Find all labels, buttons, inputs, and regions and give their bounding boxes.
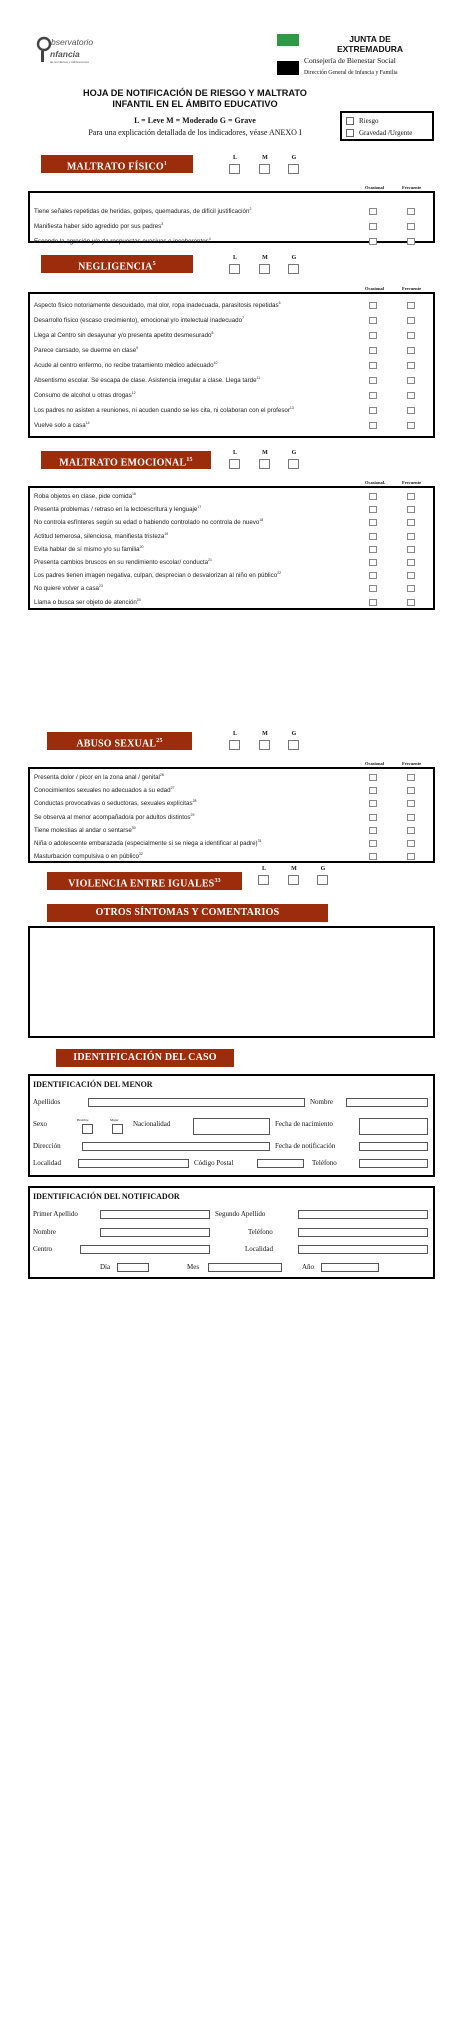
indicator-text: Tiene molestias al andar o sentarse: [34, 826, 132, 834]
ocasional-checkbox[interactable]: [369, 546, 377, 553]
indicator-item: [34, 331, 213, 339]
lmg-m-checkbox[interactable]: [259, 164, 270, 174]
indicator-footnote: 12: [131, 391, 136, 395]
telefono-label: Teléfono: [248, 1228, 273, 1236]
nombre-field[interactable]: [100, 1228, 210, 1237]
notificador-form: [28, 1186, 435, 1279]
codigo-postal-field[interactable]: [257, 1159, 304, 1168]
frecuente-checkbox[interactable]: [407, 774, 415, 781]
logo-line1: bservatorio: [51, 37, 94, 47]
severity-legend: L = Leve M = Moderado G = Grave: [134, 116, 256, 125]
indicator-text: Masturbación compulsiva o en público: [34, 853, 139, 861]
emocional-items-box: [28, 486, 435, 610]
col-ocasional: Ocasional.: [365, 480, 386, 485]
ocasional-checkbox[interactable]: [369, 407, 377, 414]
indicator-footnote: 7: [242, 316, 245, 320]
lmg-g-label: G: [291, 155, 297, 161]
fecha-nacimiento-label: Fecha de nacimiento: [275, 1120, 333, 1128]
indicator-text: Se observa al menor acompañado/a por adultos distintos: [34, 813, 191, 821]
indicator-item: [34, 532, 168, 540]
frecuente-checkbox[interactable]: [407, 800, 415, 807]
title-line2: INFANTIL EN EL ÁMBITO EDUCATIVO: [112, 99, 278, 109]
indicator-item: [34, 558, 212, 566]
frecuente-checkbox[interactable]: [407, 238, 415, 245]
indicator-text: Parece cansado, se duerme en clase: [34, 347, 137, 355]
indicator-text: Evita hablar de sí mismo y/o su familia: [34, 545, 140, 553]
direccion-text: Dirección General de Infancia y Familia: [304, 70, 398, 76]
telefono-field[interactable]: [359, 1159, 428, 1168]
indicator-footnote: 11: [256, 376, 261, 380]
col-frecuente: Frecuente: [402, 185, 422, 190]
indicator-footnote: 16: [132, 492, 136, 496]
nacionalidad-field[interactable]: [193, 1118, 270, 1135]
lmg-g-label: G: [291, 255, 297, 261]
frecuente-checkbox[interactable]: [407, 559, 415, 566]
indicator-footnote: 4: [208, 237, 211, 241]
ocasional-checkbox[interactable]: [369, 208, 377, 215]
ocasional-checkbox[interactable]: [369, 853, 377, 860]
indicator-item: [34, 786, 174, 794]
menor-heading: IDENTIFICACIÓN DEL MENOR: [33, 1080, 153, 1089]
risk-option[interactable]: [346, 115, 428, 127]
indicator-item: [34, 361, 217, 369]
fecha-notificacion-field[interactable]: [359, 1142, 428, 1151]
lmg-violencia: [258, 866, 338, 890]
indicator-footnote: 2: [249, 207, 252, 211]
frecuente-checkbox[interactable]: [407, 840, 415, 847]
indicator-footnote: 24: [136, 597, 141, 602]
col-ocasional: Ocasional: [365, 185, 385, 190]
section-emocional-title: MALTRATO EMOCIONAL: [59, 457, 187, 469]
nombre-label: Nombre: [310, 1098, 333, 1106]
lmg-l-label: L: [232, 450, 237, 456]
junta-line1: JUNTA DE: [349, 34, 391, 44]
primer-apellido-field[interactable]: [100, 1210, 210, 1219]
section-otros-title: OTROS SÍNTOMAS Y COMENTARIOS: [95, 907, 280, 918]
indicator-item: [34, 852, 143, 860]
indicator-text: Consumo de alcohol u otras drogas: [34, 392, 132, 400]
frecuente-checkbox[interactable]: [407, 208, 415, 215]
frecuente-checkbox[interactable]: [407, 377, 415, 384]
lmg-sexual: [229, 731, 309, 755]
title-line1: HOJA DE NOTIFICACIÓN DE RIESGO Y MALTRATO: [83, 88, 307, 98]
section-sexual-sup: 25: [156, 738, 163, 744]
annex-note: Para una explicación detallada de los indicadores, véase ANEXO I: [88, 128, 302, 137]
lmg-l-label: L: [261, 866, 266, 872]
col-ocasional: Ocasional: [365, 286, 385, 291]
observatorio-logo: [36, 36, 116, 66]
junta-line2: EXTREMADURA: [336, 44, 404, 54]
indicator-text: Acude al centro enfermo, no recibe tratamiento médico adecuado: [34, 362, 214, 370]
indicator-text: Aspecto físico notoriamente descuidado, mal olor, ropa inadecuada, parasitosis repetidas: [34, 302, 279, 310]
section-otros-banner: [47, 904, 328, 922]
lmg-l-checkbox[interactable]: [258, 875, 269, 885]
lmg-m-checkbox[interactable]: [288, 875, 299, 885]
codigo-postal-label: Código Postal: [194, 1159, 234, 1167]
sexo-label: Sexo: [33, 1120, 47, 1128]
lmg-g-label: G: [291, 450, 297, 456]
indicator-text: Llega al Centro sin desayunar y/o presenta apetito desmesurado: [34, 332, 212, 340]
indicator-text: Presenta problemas / retraso en la lectoescritura y lenguaje: [34, 506, 198, 514]
section-identificacion-title: IDENTIFICACIÓN DEL CASO: [73, 1052, 217, 1063]
indicator-item: [34, 584, 103, 592]
indicator-footnote: 18: [259, 518, 264, 523]
ocasional-checkbox[interactable]: [369, 572, 377, 579]
indicator-item: [34, 545, 143, 553]
frecuente-checkbox[interactable]: [407, 853, 415, 860]
section-violencia-title: VIOLENCIA ENTRE IGUALES: [68, 878, 215, 890]
frecuente-checkbox[interactable]: [407, 519, 415, 526]
segundo-apellido-field[interactable]: [298, 1210, 428, 1219]
frecuente-checkbox[interactable]: [407, 533, 415, 540]
direccion-field[interactable]: [82, 1142, 270, 1151]
indicator-item: [34, 376, 260, 384]
indicator-text: Manifiesta haber sido agredido por sus padres: [34, 223, 162, 231]
section-identificacion-banner: [56, 1049, 234, 1067]
risk-box: [340, 111, 434, 141]
lmg-g-checkbox[interactable]: [288, 459, 299, 469]
lmg-fisico: [229, 155, 309, 179]
frecuente-checkbox[interactable]: [407, 347, 415, 354]
lmg-l-label: L: [232, 731, 237, 737]
lmg-g-checkbox[interactable]: [288, 264, 299, 274]
ocasional-checkbox[interactable]: [369, 585, 377, 592]
telefono-label: Teléfono: [312, 1159, 337, 1167]
indicator-item: [34, 826, 136, 834]
lmg-m-checkbox[interactable]: [259, 459, 270, 469]
indicator-text: Esconde la agresión y/o da respuestas evasivas o incoherentes: [34, 238, 209, 246]
ocasional-checkbox[interactable]: [369, 238, 377, 245]
indicator-item: [34, 421, 90, 429]
indicator-footnote: 6: [278, 301, 281, 305]
indicator-item: [34, 207, 251, 215]
flag-black: [277, 61, 299, 75]
indicator-footnote: 26: [159, 773, 164, 777]
frecuente-checkbox[interactable]: [407, 223, 415, 230]
indicator-item: [34, 518, 263, 526]
logo-tagline: de la Infancia y Adolescencia: [50, 60, 89, 64]
ocasional-checkbox[interactable]: [369, 533, 377, 540]
urgent-label: Gravedad /Urgente: [359, 129, 413, 137]
indicator-footnote: 13: [289, 406, 294, 410]
frecuente-checkbox[interactable]: [407, 407, 415, 414]
indicator-footnote: 14: [85, 421, 90, 425]
frecuente-checkbox[interactable]: [407, 392, 415, 399]
nacionalidad-label: Nacionalidad: [133, 1120, 171, 1128]
section-violencia-banner: [47, 872, 242, 890]
ocasional-checkbox[interactable]: [369, 519, 377, 526]
menor-form: [28, 1074, 435, 1177]
ocasional-checkbox[interactable]: [369, 827, 377, 834]
flag-green: [277, 34, 299, 46]
urgent-checkbox[interactable]: [346, 129, 354, 137]
indicator-text: Desarrollo físico (escaso crecimiento), emocional y/o intelectual inadecuado: [34, 317, 243, 325]
logo-i-icon: [38, 49, 48, 63]
risk-checkbox[interactable]: [346, 117, 354, 125]
fisico-items-box: [28, 191, 435, 246]
primer-apellido-label: Primer Apellido: [33, 1210, 78, 1218]
lmg-g-label: G: [291, 731, 297, 737]
mes-field[interactable]: [208, 1263, 282, 1272]
indicator-item: [34, 301, 281, 309]
indicator-footnote: 29: [190, 812, 195, 817]
ocasional-checkbox[interactable]: [369, 347, 377, 354]
ocasional-checkbox[interactable]: [369, 814, 377, 821]
lmg-m-checkbox[interactable]: [259, 740, 270, 750]
notificador-heading: IDENTIFICACIÓN DEL NOTIFICADOR: [33, 1192, 180, 1201]
indicator-item: [34, 505, 201, 513]
col-frecuente: Frecuente: [402, 761, 422, 766]
frecuente-checkbox[interactable]: [407, 599, 415, 606]
mujer-label: Mujer: [110, 1118, 119, 1122]
indicator-item: [34, 799, 196, 807]
localidad-label: Localidad: [245, 1245, 273, 1253]
frecuente-checkbox[interactable]: [407, 572, 415, 579]
lmg-g-checkbox[interactable]: [288, 164, 299, 174]
mujer-checkbox[interactable]: [112, 1124, 123, 1134]
indicator-text: Los padres no asisten a reuniones, ni acuden cuando se les cita, ni colaboran con el profesor: [34, 407, 290, 415]
indicator-footnote: 23: [99, 584, 103, 589]
hombre-checkbox[interactable]: [82, 1124, 93, 1134]
dia-label: Día: [100, 1263, 111, 1271]
section-sexual-banner: [47, 732, 192, 750]
frecuente-checkbox[interactable]: [407, 787, 415, 794]
anio-field[interactable]: [321, 1263, 379, 1272]
indicator-footnote: 3: [161, 222, 164, 226]
indicator-text: Conocimientos sexuales no adecuados a su edad: [34, 787, 171, 795]
indicator-text: Conductas provocativas o seductoras, sexuales explícitas: [34, 800, 193, 808]
indicator-text: Llama o busca ser objeto de atención: [34, 598, 137, 606]
section-sexual-title: ABUSO SEXUAL: [76, 738, 157, 750]
segundo-apellido-label: Segundo Apellido: [215, 1210, 266, 1218]
section-negligencia-banner: [41, 255, 193, 273]
indicator-item: [34, 571, 281, 579]
mes-label: Mes: [187, 1263, 200, 1271]
ocasional-checkbox[interactable]: [369, 800, 377, 807]
indicator-item: [34, 598, 141, 606]
ocasional-checkbox[interactable]: [369, 774, 377, 781]
section-negligencia-title: NEGLIGENCIA: [78, 261, 153, 273]
ocasional-checkbox[interactable]: [369, 302, 377, 309]
indicator-footnote: 20: [139, 544, 144, 549]
ocasional-checkbox[interactable]: [369, 362, 377, 369]
frecuente-checkbox[interactable]: [407, 546, 415, 553]
indicator-text: Roba objetos en clase, pide comida: [34, 493, 133, 501]
nombre-label: Nombre: [33, 1228, 56, 1236]
ocasional-checkbox[interactable]: [369, 392, 377, 399]
nombre-field[interactable]: [346, 1098, 428, 1107]
section-emocional-banner: [41, 451, 211, 469]
frecuente-checkbox[interactable]: [407, 814, 415, 821]
indicator-item: [34, 346, 138, 354]
ocasional-checkbox[interactable]: [369, 223, 377, 230]
ocasional-checkbox[interactable]: [369, 840, 377, 847]
section-emocional-sup: 15: [186, 457, 193, 463]
ocasional-checkbox[interactable]: [369, 377, 377, 384]
centro-label: Centro: [33, 1245, 53, 1253]
anio-label: Año: [302, 1263, 315, 1271]
section-fisico-title: MALTRATO FÍSICO: [66, 161, 164, 173]
lmg-negligencia: [229, 255, 309, 279]
section-negligencia-sup: 5: [152, 261, 156, 267]
frecuente-checkbox[interactable]: [407, 302, 415, 309]
indicator-text: No controla esfínteres según su edad o habiendo controlado no controla de nuevo: [34, 519, 260, 527]
frecuente-checkbox[interactable]: [407, 422, 415, 429]
apellidos-field[interactable]: [88, 1098, 305, 1107]
logo-line2: nfancia: [50, 49, 80, 59]
lmg-m-label: M: [262, 450, 268, 456]
indicator-item: [34, 839, 261, 847]
lmg-g-label: G: [320, 866, 326, 872]
lmg-emocional: [229, 450, 309, 474]
indicator-text: Los padres tienen imagen negativa, culpan, desprecian o desvalorizan al niño en público: [34, 572, 278, 580]
col-frecuente: Frecuente: [402, 480, 422, 485]
indicator-text: Actitud temerosa, silenciosa, manifiesta tristeza: [34, 532, 165, 540]
indicator-footnote: 21: [208, 558, 212, 562]
section-violencia-sup: 33: [214, 878, 221, 884]
ocasional-checkbox[interactable]: [369, 787, 377, 794]
indicator-footnote: 17: [197, 505, 202, 510]
frecuente-checkbox[interactable]: [407, 317, 415, 324]
ocasional-checkbox[interactable]: [369, 559, 377, 566]
urgent-option[interactable]: [346, 127, 428, 139]
frecuente-checkbox[interactable]: [407, 493, 415, 500]
fecha-notificacion-label: Fecha de notificación: [275, 1142, 336, 1150]
apellidos-label: Apellidos: [33, 1098, 61, 1106]
indicator-footnote: 27: [170, 786, 175, 791]
lmg-m-checkbox[interactable]: [259, 264, 270, 274]
lmg-l-checkbox[interactable]: [229, 264, 240, 274]
indicator-text: Tiene señales repetidas de heridas, golpes, quemaduras, de difícil justificación: [34, 208, 250, 216]
lmg-g-checkbox[interactable]: [288, 740, 299, 750]
lmg-l-checkbox[interactable]: [229, 740, 240, 750]
indicator-footnote: 22: [277, 571, 282, 576]
lmg-g-checkbox[interactable]: [317, 875, 328, 885]
lmg-l-checkbox[interactable]: [229, 164, 240, 174]
ocasional-checkbox[interactable]: [369, 599, 377, 606]
indicator-item: [34, 773, 164, 781]
ocasional-checkbox[interactable]: [369, 317, 377, 324]
indicator-item: [34, 237, 211, 245]
localidad-field[interactable]: [298, 1245, 428, 1254]
risk-label: Riesgo: [359, 117, 379, 125]
indicator-text: Presenta cambios bruscos en su rendimiento escolar/ conducta: [34, 559, 209, 567]
frecuente-checkbox[interactable]: [407, 362, 415, 369]
indicator-footnote: 28: [192, 799, 197, 804]
negligencia-items-box: [28, 292, 435, 438]
fecha-nacimiento-field[interactable]: [359, 1118, 428, 1135]
section-fisico-sup: 1: [163, 161, 168, 167]
lmg-m-label: M: [262, 155, 268, 161]
indicator-item: [34, 316, 244, 324]
indicator-footnote: 10: [213, 361, 218, 365]
frecuente-checkbox[interactable]: [407, 332, 415, 339]
indicator-item: [34, 492, 136, 500]
consejeria-text: Consejería de Bienestar Social: [304, 56, 396, 65]
indicator-text: No quiere volver a casa: [34, 585, 100, 593]
lmg-m-label: M: [262, 731, 268, 737]
indicator-text: Presenta dolor / picor en la zona anal / genital: [34, 774, 160, 782]
indicator-item: [34, 222, 163, 230]
frecuente-checkbox[interactable]: [407, 585, 415, 592]
comments-textarea[interactable]: [28, 926, 435, 1038]
telefono-field[interactable]: [298, 1228, 428, 1237]
frecuente-checkbox[interactable]: [407, 506, 415, 513]
ocasional-checkbox[interactable]: [369, 332, 377, 339]
indicator-footnote: 19: [164, 531, 169, 536]
sexual-items-box: [28, 767, 435, 863]
ocasional-checkbox[interactable]: [369, 506, 377, 513]
lmg-m-label: M: [291, 866, 297, 872]
lmg-m-label: M: [262, 255, 268, 261]
indicator-item: [34, 813, 194, 821]
frecuente-checkbox[interactable]: [407, 827, 415, 834]
indicator-text: Vuelve solo a casa: [34, 422, 86, 430]
indicator-footnote: 31: [257, 839, 262, 843]
indicator-footnote: 9: [136, 346, 139, 350]
indicator-text: Niña o adolescente embarazada (especialmente si se niega a identificar al padre): [34, 840, 258, 848]
lmg-l-checkbox[interactable]: [229, 459, 240, 469]
section-fisico-banner: [41, 155, 193, 173]
localidad-field[interactable]: [78, 1159, 189, 1168]
lmg-l-label: L: [232, 155, 237, 161]
hombre-label: Hombre: [77, 1118, 89, 1122]
indicator-footnote: 8: [211, 331, 214, 335]
indicator-item: [34, 406, 294, 414]
indicator-footnote: 32: [138, 852, 143, 857]
localidad-label: Localidad: [33, 1159, 61, 1167]
indicator-footnote: 30: [131, 825, 136, 830]
ocasional-checkbox[interactable]: [369, 493, 377, 500]
lmg-l-label: L: [232, 255, 237, 261]
indicator-text: Absentismo escolar. Se escapa de clase. Asistencia irregular a clase. Llega tarde: [34, 377, 257, 385]
ocasional-checkbox[interactable]: [369, 422, 377, 429]
centro-field[interactable]: [80, 1245, 210, 1254]
direccion-label: Dirección: [33, 1142, 61, 1150]
col-frecuente: Frecuente: [402, 286, 422, 291]
indicator-item: [34, 391, 136, 399]
dia-field[interactable]: [117, 1263, 149, 1272]
col-ocasional: Ocasional: [365, 761, 385, 766]
